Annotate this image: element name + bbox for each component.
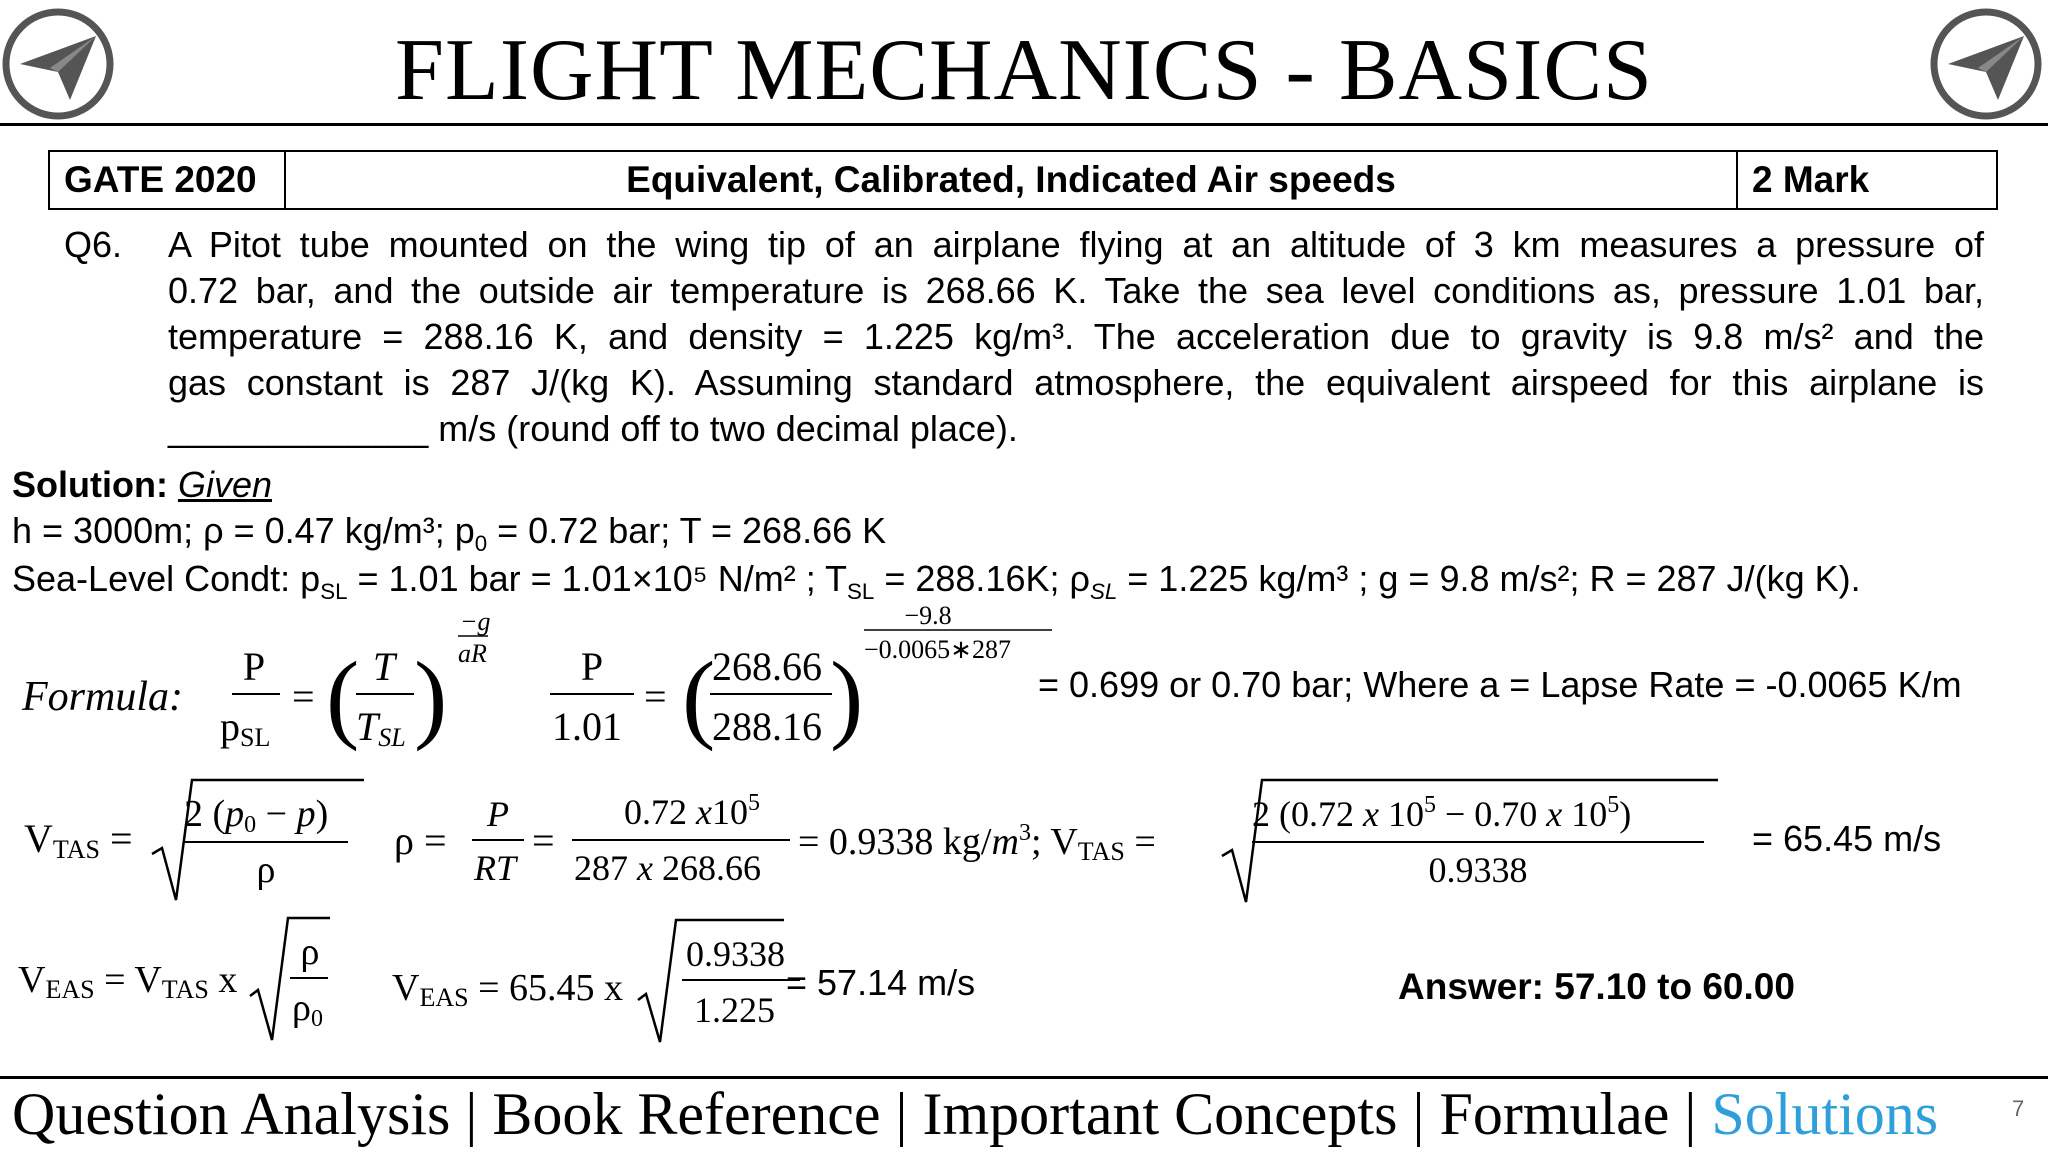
svg-text:288.16: 288.16 [712,704,822,749]
svg-text:T: T [372,644,396,689]
footer-separator: | [1412,1081,1440,1147]
footer-link-formulae[interactable]: Formulae [1439,1081,1670,1147]
given-line-2: Sea-Level Condt: $p_{SL} = 1.01$ bar = 1.01×10⁵ N/m² ; $T_{SL} = 288.16K$; $\rho_{SL} = 1.225$ kg/m³ ; g = 9.8 m/s²; R = 287 J/(kg K). [12,558,1861,605]
question-line: A Pitot tube mounted on the wing tip of an airplane flying at an altitude of 3 km measures a pressure of [168,224,1984,265]
svg-text:1.225: 1.225 [694,990,775,1030]
footer-separator: | [1684,1081,1712,1147]
svg-text:−9.8: −9.8 [904,601,952,630]
svg-text:= 0.9338 kg/m3; VTAS =: = 0.9338 $kg/m^3$; VTAS = [798,820,1156,866]
svg-text:(: ( [326,641,360,752]
footer-link-solutions[interactable]: Solutions [1711,1081,1939,1147]
page-number: 7 [2012,1096,2025,1121]
svg-text:P: P [580,644,604,689]
page-title: FLIGHT MECHANICS - BASICS [395,22,1653,119]
vtas-equation [24,776,1724,906]
svg-text:VTAS =: VTAS = [24,816,133,864]
solution-heading [12,464,272,506]
footer-link-question-analysis[interactable]: Question Analysis [12,1081,451,1147]
marks-label: 2 Mark [1752,159,1870,200]
svg-text:1.01: 1.01 [552,704,622,749]
question-number: Q6. [64,224,123,265]
svg-text:268.66: 268.66 [712,644,822,689]
veas-result: = 57.14 m/s [786,962,976,1003]
svg-text:ρ: ρ [300,931,320,973]
question-line: gas constant is 287 J/(kg K). Assuming standard atmosphere, the equivalent airspeed for this airplane is [168,362,1984,403]
vtas-result: = 65.45 m/s [1752,818,1942,859]
answer-text: Answer: 57.10 to 60.00 [1398,966,1795,1007]
veas-equation [18,914,818,1044]
footer-divider [0,1076,2048,1079]
formula-label: Formula: [22,674,183,720]
question-line: temperature = 288.16 K, and density = 1.225 kg/m³. The acceleration due to gravity is 9.8 m/s² and the [168,316,1984,357]
svg-text:0.9338: 0.9338 [686,934,785,974]
svg-text:P: P [487,794,509,834]
given-line-1: h = 3000m; ρ = 0.47 kg/m³; $p_0 = 0.72$ bar; T = 268.66 K [12,510,887,557]
svg-text:−0.0065∗287: −0.0065∗287 [864,635,1011,664]
svg-text:=: = [644,674,667,719]
svg-text:P: P [242,644,266,689]
svg-text:pSL: pSL [220,704,271,752]
svg-text:ρ0: ρ0 [292,987,323,1032]
topic-label: Equivalent, Calibrated, Indicated Air speeds [286,152,1738,208]
formula-result: = 0.699 or 0.70 bar; Where a = Lapse Rate = -0.0065 K/m [1038,664,1962,705]
question-line: _____________ m/s (round off to two decimal place). [168,408,1018,449]
footer-separator: | [895,1081,923,1147]
formula-equation [22,601,1042,760]
svg-text:0.72 x105: 0.72 $x10^5$ [624,790,760,832]
svg-text:aR: aR [458,639,487,668]
footer-link-important-concepts[interactable]: Important Concepts [922,1081,1398,1147]
svg-text:VEAS = VTAS x: VEAS = VTAS x [18,959,238,1004]
svg-text:287 x 268.66: 287 x 268.66 [574,848,761,888]
svg-text:VEAS = 65.45 x: VEAS = 65.45 x [392,967,624,1012]
footer-nav [12,1080,1938,1149]
svg-text:RT: RT [474,848,517,888]
question-info-table [48,150,1998,210]
header-divider [0,123,2048,126]
footer-separator: | [465,1081,493,1147]
paper-plane-icon [1928,6,2044,122]
footer-link-book-reference[interactable]: Book Reference [492,1081,881,1147]
svg-text:ρ: ρ [256,849,276,891]
svg-text:=: = [292,674,315,719]
svg-text:2 (0.72 x 105 − 0.70 x 105): 2 (0.72 x $10^5 - 0.70$ x $10^5$) [1252,792,1632,834]
svg-text:−g: −g [460,607,491,636]
solution-label: Solution: [12,464,168,505]
svg-text:): ) [414,641,448,752]
svg-text:2 (p0 − p): 2 (p0 − p) [184,793,329,838]
svg-text:0.9338: 0.9338 [1428,850,1528,890]
exam-label: GATE 2020 [50,152,286,208]
question-text [168,222,1984,452]
question-line: 0.72 bar, and the outside air temperature is 268.66 K. Take the sea level conditions as, pressure 1.01 bar, [168,270,1984,311]
svg-text:TSL: TSL [356,704,406,752]
svg-text:): ) [830,641,864,752]
svg-text:ρ =: ρ = [394,818,447,863]
given-label: Given [177,464,273,505]
svg-text:(: ( [682,641,716,752]
svg-text:=: = [532,818,555,863]
